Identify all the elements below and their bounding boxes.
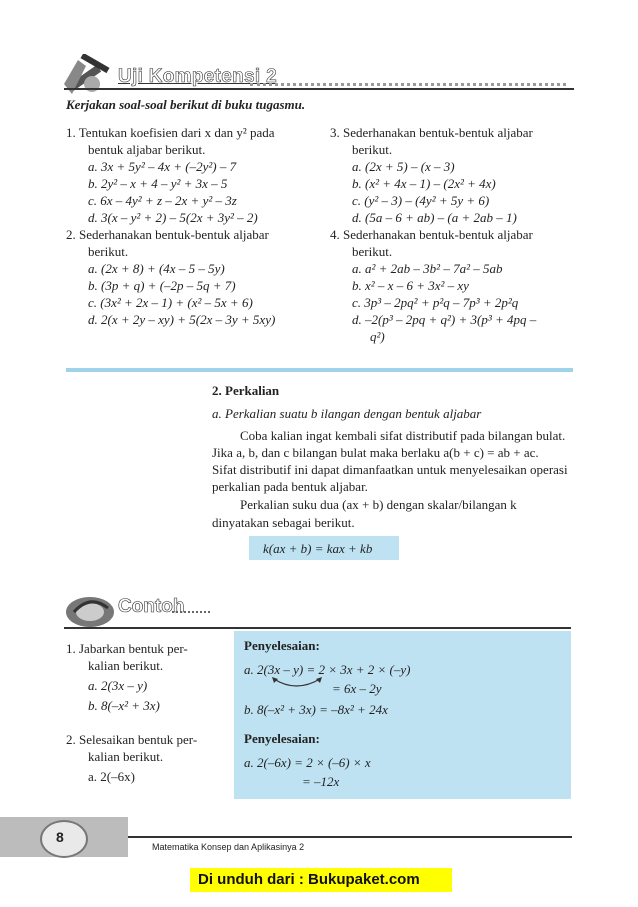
header-dots — [250, 83, 566, 86]
problem-line: a. 2(–6x) — [88, 769, 135, 784]
exercise-line: berikut. — [352, 142, 393, 157]
solution-line: = –12x — [302, 774, 340, 789]
exercise-line: q²) — [370, 329, 385, 344]
exercise-line: 2. Sederhanakan bentuk-bentuk aljabar — [66, 227, 269, 242]
exercise-line: b. 2y² – x + 4 – y² + 3x – 5 — [88, 176, 228, 191]
solution-line: b. 8(–x² + 3x) = –8x² + 24x — [244, 702, 388, 717]
exercise-line: b. x² – x – 6 + 3x² – xy — [352, 278, 469, 293]
example-title: Contoh — [118, 596, 185, 617]
solution-line: a. 2(–6x) = 2 × (–6) × x — [244, 755, 371, 770]
formula-text: k(ax + b) = kax + kb — [263, 541, 373, 556]
header-divider — [64, 88, 574, 90]
solutions — [244, 638, 564, 793]
paragraph-line: Perkalian suku dua (ax + b) dengan skalar/bilangan k — [240, 497, 517, 512]
problem-line: a. 2(3x – y) — [88, 678, 148, 693]
page-number: 8 — [56, 829, 64, 845]
exercise-line: c. (y² – 3) – (4y² + 5y + 6) — [352, 193, 490, 208]
exercise-line: 1. Tentukan koefisien dari x dan y² pada — [66, 125, 275, 140]
instruction-text: Kerjakan soal-soal berikut di buku tugasmu. — [66, 97, 306, 112]
exercise-line: berikut. — [88, 244, 129, 259]
exercise-line: bentuk aljabar berikut. — [88, 142, 206, 157]
paragraph-distributive — [212, 427, 574, 495]
solution-label: Penyelesaian: — [244, 638, 320, 653]
exercise-line: a. (2x + 5) – (x – 3) — [352, 159, 455, 174]
distribution-arrows-icon — [268, 675, 328, 693]
problem-line: b. 8(–x² + 3x) — [88, 698, 160, 713]
exercise-line: c. (3x² + 2x – 1) + (x² – 5x + 6) — [88, 295, 253, 310]
exercise-line: c. 3p³ – 2pq² + p²q – 7p³ + 2p²q — [352, 295, 519, 310]
section-subheading: a. Perkalian suatu b ilangan dengan bentuk aljabar — [212, 406, 482, 421]
exercise-line: d. –2(p³ – 2pq + q²) + 3(p³ + 4pq – — [352, 312, 537, 327]
book-title: Matematika Konsep dan Aplikasinya 2 — [152, 842, 305, 852]
problem-line: 2. Selesaikan bentuk per- — [66, 732, 198, 747]
solution-line: = 6x – 2y — [332, 681, 382, 696]
exercise-line: 3. Sederhanakan bentuk-bentuk aljabar — [330, 125, 533, 140]
exercise-line: b. (x² + 4x – 1) – (2x² + 4x) — [352, 176, 496, 191]
exercise-left-column — [66, 125, 316, 345]
exercise-line: berikut. — [352, 244, 393, 259]
exercise-line: a. a² + 2ab – 3b² – 7a² – 5ab — [352, 261, 503, 276]
section-title: Uji Kompetensi 2 — [118, 66, 277, 87]
solution-line: a. 2(3x – y) = 2 × 3x + 2 × (–y) — [244, 662, 411, 677]
download-link[interactable]: Di unduh dari : Bukupaket.com — [198, 871, 420, 888]
exercise-line: c. 6x – 4y² + z – 2x + y² – 3z — [88, 193, 237, 208]
exercise-line: d. (5a – 6 + ab) – (a + 2ab – 1) — [352, 210, 517, 225]
paragraph-line: Jika a, b, dan c bilangan bulat maka berlaku a(b + c) = ab + ac. — [212, 445, 539, 460]
section-divider — [66, 368, 573, 372]
page-number-badge — [40, 820, 88, 858]
paragraph-scalar — [212, 496, 574, 532]
paragraph-line: perkalian pada bentuk aljabar. — [212, 479, 368, 494]
exercise-line: a. (2x + 8) + (4x – 5 – 5y) — [88, 261, 225, 276]
example-problems — [66, 641, 226, 791]
paragraph-line: Coba kalian ingat kembali sifat distributif pada bilangan bulat. — [240, 428, 566, 443]
exercise-line: d. 3(x – y² + 2) – 5(2x + 3y² – 2) — [88, 210, 258, 225]
problem-line: kalian berikut. — [88, 658, 164, 673]
example-divider — [64, 627, 571, 629]
problem-line: 1. Jabarkan bentuk per- — [66, 641, 188, 656]
exercise-line: 4. Sederhanakan bentuk-bentuk aljabar — [330, 227, 533, 242]
exercise-line: d. 2(x + 2y – xy) + 5(2x – 3y + 5xy) — [88, 312, 276, 327]
paragraph-line: Sifat distributif ini dapat dimanfaatkan untuk menyelesaikan operasi — [212, 462, 568, 477]
paragraph-line: dinyatakan sebagai berikut. — [212, 515, 355, 530]
problem-line: kalian berikut. — [88, 749, 164, 764]
exercise-right-column — [330, 125, 575, 365]
exercise-line: b. (3p + q) + (–2p – 5q + 7) — [88, 278, 236, 293]
solution-label: Penyelesaian: — [244, 731, 320, 746]
section-heading: 2. Perkalian — [212, 383, 280, 398]
footer-divider — [128, 836, 572, 838]
exercise-line: a. 3x + 5y² – 4x + (–2y²) – 7 — [88, 159, 237, 174]
example-emblem-icon — [62, 590, 120, 630]
example-title-dots — [172, 611, 210, 613]
